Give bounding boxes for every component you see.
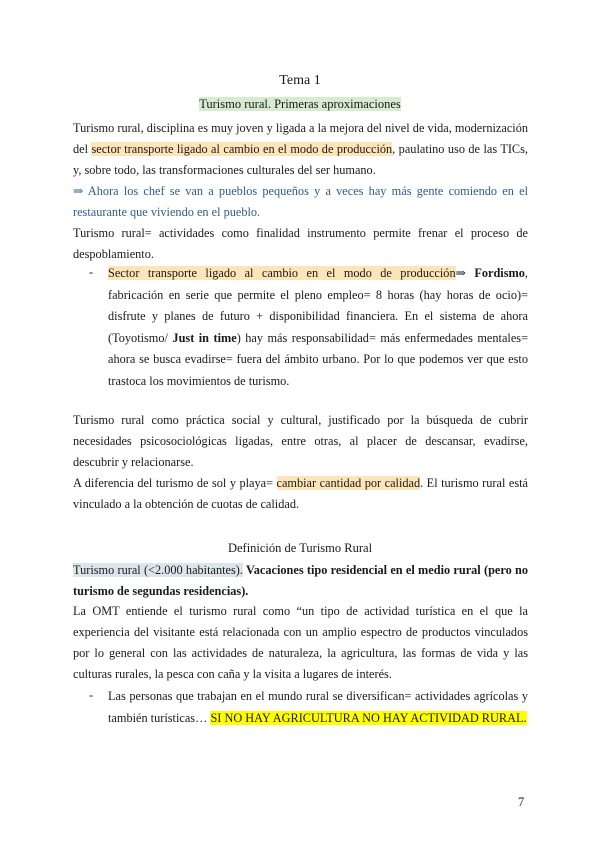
paragraph-definicion bbox=[73, 560, 528, 602]
paragraph-sol-y-playa bbox=[73, 473, 528, 515]
bold-vacaciones-residencial: Vacaciones tipo residencial en el medio rural (pero no turismo de segundas residencias). bbox=[73, 563, 528, 598]
term-just-in-time: Just in time bbox=[172, 330, 237, 345]
highlight-agricultura: SI NO HAY AGRICULTURA NO HAY ACTIVIDAD RURAL. bbox=[210, 710, 527, 725]
paragraph-intro-text-1: Turismo rural, disciplina es muy joven y ligada a la mejora del nivel de vida, modernización del bbox=[73, 121, 528, 156]
arrow-symbol: ⇒ bbox=[455, 266, 475, 280]
term-fordismo: Fordismo bbox=[474, 266, 525, 280]
note-chefs: ⇒ Ahora los chef se van a pueblos pequeños y a veces hay más gente comiendo en el restaurante que viviendo en el pueblo. bbox=[73, 184, 528, 219]
section-heading-definicion: Definición de Turismo Rural bbox=[227, 541, 373, 555]
paragraph-practica-social: Turismo rural como práctica social y cultural, justificado por la búsqueda de cubrir necesidades psicosociológicas ligadas, entre otras, al placer de descansar, evadirse, descubrir y relacionarse. bbox=[73, 413, 528, 469]
highlight-cantidad-calidad: cambiar cantidad por calidad bbox=[276, 476, 421, 490]
highlight-sector-transporte-2: Sector transporte ligado al cambio en el modo de producción bbox=[108, 266, 456, 280]
highlight-sector-transporte: sector transporte ligado al cambio en el modo de producción bbox=[91, 142, 393, 156]
list-item-text-2: ) hay más responsabilidad= más enfermedades mentales= ahora se busca evadirse= fuera del ámbito urbano. Por lo que podemos ver que esto trastoca los movimientos de turismo. bbox=[108, 330, 528, 388]
section-heading-primeras-aproximaciones bbox=[0, 97, 600, 112]
list-item-mundo-rural-text: Las personas que trabajan en el mundo rural se diversifican= actividades agrícolas y también turísticas… bbox=[108, 689, 528, 725]
list-dash: - bbox=[89, 265, 94, 279]
highlight-turismo-rural-habitantes: Turismo rural (<2.000 habitantes). bbox=[73, 563, 243, 577]
paragraph-sol-text-2: . El turismo rural está vinculado a la obtención de cuotas de calidad. bbox=[73, 476, 528, 511]
list-item-fordismo bbox=[108, 263, 528, 393]
paragraph-sol-text-1: A diferencia del turismo de sol y playa= bbox=[73, 476, 277, 490]
list-item-mundo-rural bbox=[108, 686, 528, 729]
page-title: Tema 1 bbox=[279, 73, 321, 88]
paragraph-despoblamiento: Turismo rural= actividades como finalidad instrumento permite frenar el proceso de despoblamiento. bbox=[73, 226, 528, 261]
paragraph-intro-text-2: , paulatino uso de las TICs, y, sobre todo, las transformaciones culturales del ser humano. bbox=[73, 142, 528, 177]
paragraph-omt: La OMT entiende el turismo rural como “un tipo de actividad turística en el que la experiencia del visitante está relacionada con un amplio espectro de productos vinculados por lo general con las actividades de naturaleza, la agricultura, las formas de vida y las culturas rurales, la pesca con caña y la visita a lugares de interés. bbox=[73, 604, 528, 681]
section-heading-text: Turismo rural. Primeras aproximaciones bbox=[199, 97, 401, 111]
list-item-text-1: , fabricación en serie que permite el pleno empleo= 8 horas (hay horas de ocio)= disfrute y planes de futuro + disponibilidad financiera. En el sistema de ahora (Toyotismo/ bbox=[108, 266, 528, 345]
list-dash-2: - bbox=[89, 688, 94, 702]
paragraph-intro bbox=[73, 118, 528, 181]
page-number: 7 bbox=[518, 795, 525, 809]
